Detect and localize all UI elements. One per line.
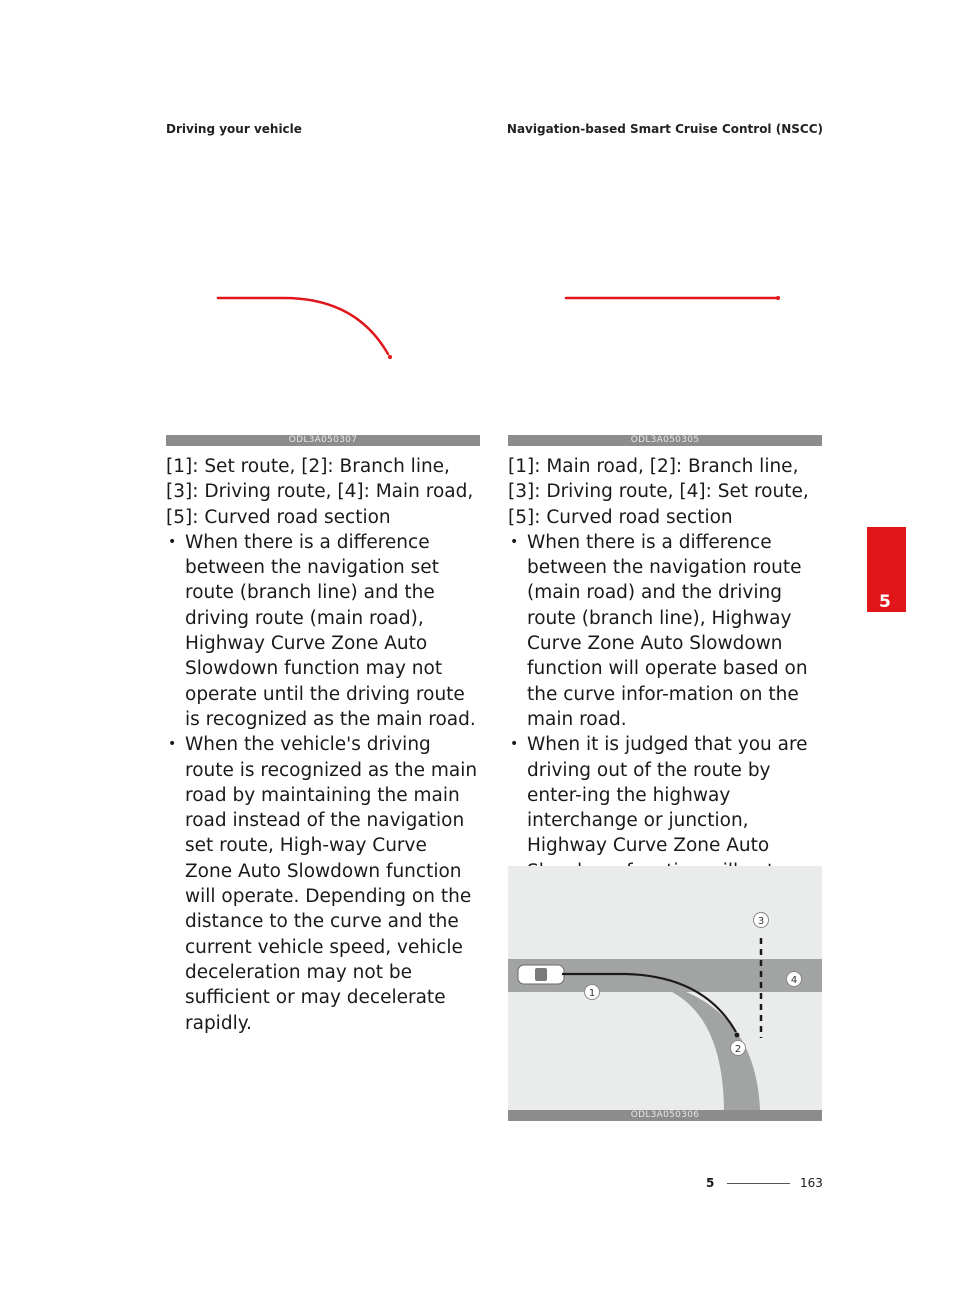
header-section-title: Driving your vehicle — [166, 122, 302, 136]
header-chapter-title: Navigation-based Smart Cruise Control (NSCC) — [506, 122, 823, 136]
figure-3-car — [518, 965, 564, 984]
left-column-text — [166, 454, 478, 1036]
callout-2 — [731, 1041, 746, 1056]
figure-3-road-diagram — [508, 866, 822, 1110]
figure-3-code: ODL3A050306 — [508, 1110, 822, 1121]
callout-3 — [754, 913, 769, 928]
figure-3-route-endpoint — [735, 1033, 740, 1038]
figure-2-diagram — [508, 280, 822, 340]
callout-1-label: 1 — [588, 988, 596, 999]
footer-page-number: 163 — [800, 1176, 823, 1190]
left-bullet-2: • When the vehicle's driving route is recognized as the main road by maintaining the main road instead of the navigation set route, High-way Curve Zone Auto Slowdown function will operate. Depending on the distance to the curve and the current vehicle speed, vehicle deceleration may not be sufficient or may decelerate rapidly. — [166, 732, 478, 1036]
right-column-text — [508, 454, 822, 909]
figure-1-route-line — [218, 298, 388, 354]
callout-4 — [787, 972, 802, 987]
left-intro: [1]: Set route, [2]: Branch line, [3]: Driving route, [4]: Main road, [5]: Curved road section — [166, 456, 474, 528]
footer-divider — [727, 1183, 790, 1184]
chapter-side-tab-label: 5 — [879, 592, 891, 612]
figure-2-code: ODL3A050305 — [508, 435, 822, 446]
figure-1-code: ODL3A050307 — [166, 435, 480, 446]
callout-1 — [585, 985, 600, 1000]
callout-2-label: 2 — [734, 1044, 742, 1055]
right-bullet-1: • When there is a difference between the navigation route (main road) and the driving route (branch line), Highway Curve Zone Auto Slowdown function will operate based on the curve infor-mation on the main road. — [508, 530, 822, 732]
figure-2-route-endpoint — [776, 296, 780, 300]
callout-4-label: 4 — [790, 975, 798, 986]
figure-1-route-endpoint — [388, 355, 392, 359]
figure-1-diagram — [166, 280, 480, 380]
left-bullet-1: • When there is a difference between the navigation set route (branch line) and the driving route (main road), Highway Curve Zone Auto Slowdown function may not operate until the driving route is recognized as the main road. — [166, 530, 478, 732]
footer-chapter-number: 5 — [706, 1176, 715, 1190]
callout-3-label: 3 — [757, 916, 765, 927]
right-bullet-2: • When it is judged that you are driving out of the route by enter-ing the highway interchange or junction, Highway Curve Zone Auto — [508, 732, 822, 909]
right-intro: [1]: Main road, [2]: Branch line, [3]: Driving route, [4]: Set route, [5]: Curved road section — [508, 456, 809, 528]
chapter-side-tab — [867, 527, 906, 612]
